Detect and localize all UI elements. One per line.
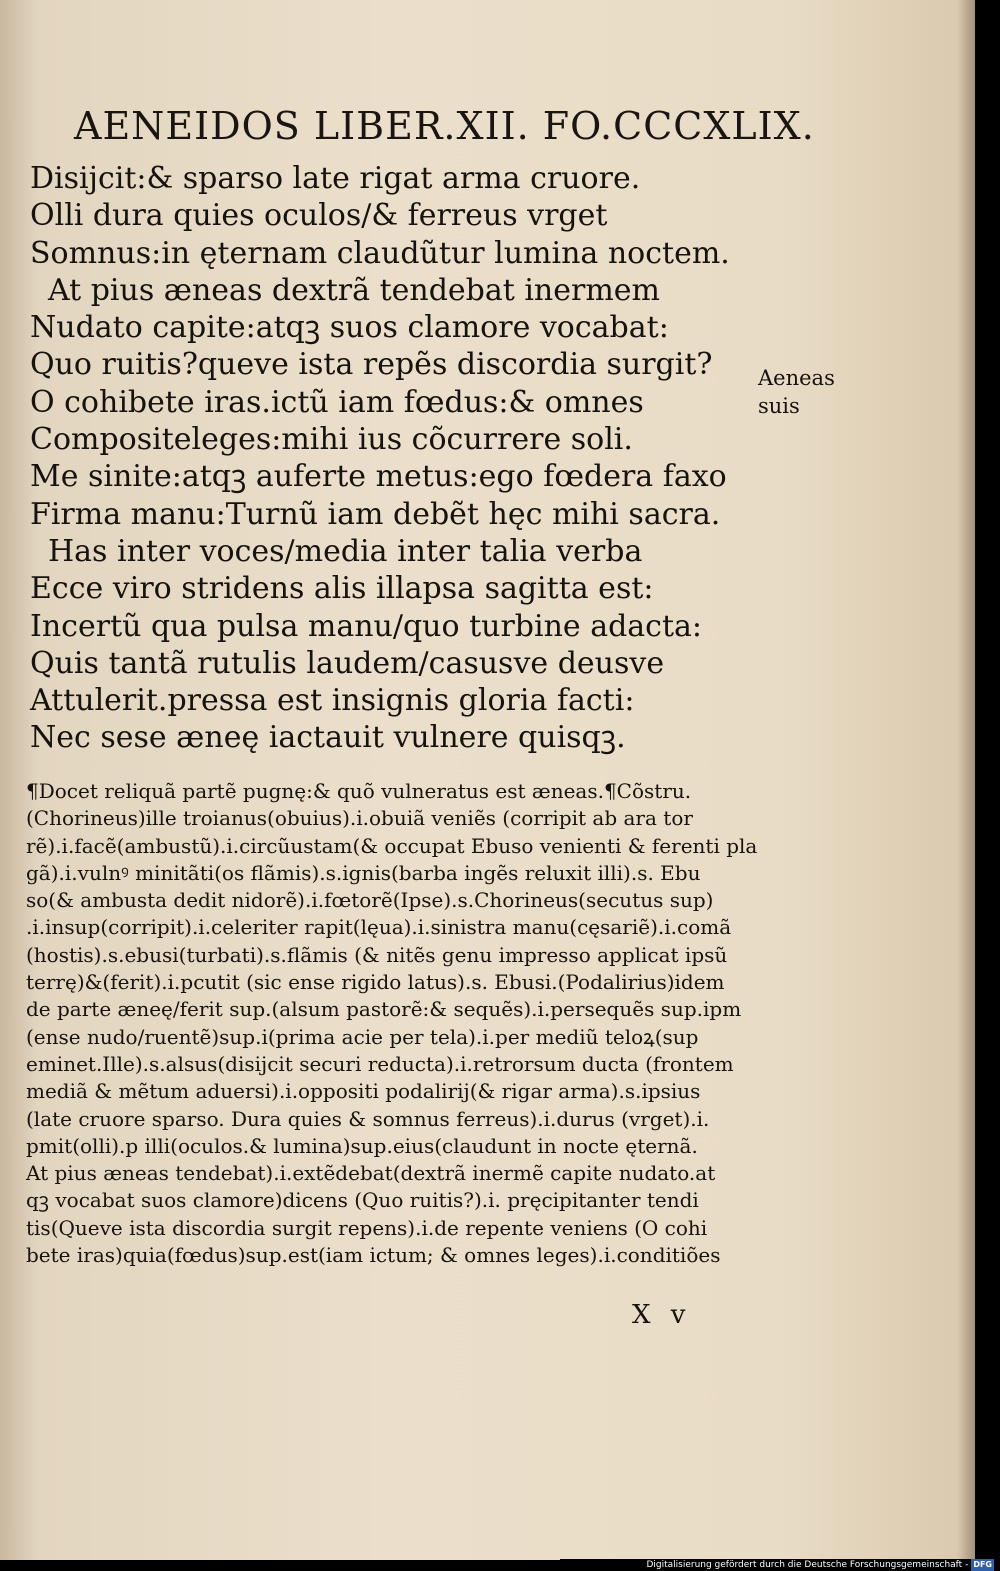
commentary-line: (ense nudo/ruentẽ)sup.i(prima acie per tela).i.per mediũ teloꝝ(sup <box>26 1024 699 1049</box>
margin-gloss-line: Aeneas <box>758 366 835 390</box>
commentary-line: (hostis).s.ebusi(turbati).s.flãmis (& nitẽs genu impresso applicat ipsũ <box>26 942 728 967</box>
commentary-line: rẽ).i.facẽ(ambustũ).i.circũustam(& occupat Ebuso venienti & ferenti pla <box>26 833 758 858</box>
commentary-line: so(& ambusta dedit nidorẽ).i.fœtorẽ(Ipse).s.Chorineus(secutus sup) <box>26 888 714 913</box>
commentary-line: ¶Docet reliquã partẽ pugnę:& quõ vulneratus est æneas.¶Cõstru. <box>26 779 692 803</box>
verse-line: Somnus:in ęternam claudũtur lumina noctem. <box>30 235 730 271</box>
dfg-logo-icon: DFG <box>973 1560 992 1569</box>
verse-line: Firma manu:Turnũ iam debẽt hęc mihi sacra. <box>30 496 721 532</box>
verse-line: O cohibete iras.ictũ iam fœdus:& omnes <box>30 384 644 420</box>
commentary-line: pmit(olli).p illi(oculos.& lumina)sup.eius(claudunt in nocte ęternã. <box>26 1133 698 1158</box>
commentary-line: qꝫ vocabat suos clamore)dicens (Quo ruitis?).i. pręcipitanter tendi <box>26 1188 699 1213</box>
verse-line: Compositeleges:mihi ius cõcurrere soli. <box>30 422 633 458</box>
commentary-line: tis(Queve ista discordia surgit repens).i.de repente veniens (O cohi <box>26 1215 708 1240</box>
commentary-line: (Chorineus)ille troianus(obuius).i.obuiã veniẽs (corripit ab ara tor <box>26 806 693 831</box>
verse-line: Me sinite:atqꝫ auferte metus:ego fœdera faxo <box>30 459 727 495</box>
signature-mark: X v <box>632 1300 692 1330</box>
commentary-line: gã).i.vulnꝰ minitãti(os flãmis).s.ignis(barba ingẽs reluxit illi).s. Ebu <box>26 860 701 885</box>
margin-gloss <box>758 364 835 420</box>
verse-line: Quo ruitis?queve ista repẽs discordia surgit? <box>30 347 713 383</box>
digitization-credit-bar <box>560 1559 1000 1571</box>
commentary-line: .i.insup(corripit).i.celeriter rapit(lęua).i.sinistra manu(cęsariẽ).i.comã <box>26 915 732 940</box>
commentary-line: At pius æneas tendebat).i.extẽdebat(dextrã inermẽ capite nudato.at <box>26 1161 716 1186</box>
verse-block <box>30 160 730 757</box>
running-header: AENEIDOS LIBER.XII. FO.CCCXLIX. <box>74 104 815 148</box>
commentary-block <box>26 778 758 1269</box>
margin-gloss-line: suis <box>758 394 800 418</box>
verse-line: Has inter voces/media inter talia verba <box>48 533 643 569</box>
commentary-line: bete iras)quia(fœdus)sup.est(iam ictum; & omnes leges).i.conditiões <box>26 1243 721 1268</box>
verse-line: Nudato capite:atqꝫ suos clamore vocabat: <box>30 310 669 346</box>
verse-line: Olli dura quies oculos/& ferreus vrget <box>30 198 608 234</box>
commentary-line: mediã & mẽtum aduersi).i.oppositi podalirij(& rigar arma).s.ipsius <box>26 1079 701 1104</box>
verse-line: Attulerit.pressa est insignis gloria facti: <box>30 683 635 719</box>
digitization-credit: Digitalisierung gefördert durch die Deutsche Forschungsgemeinschaft - <box>646 1560 969 1570</box>
commentary-line: de parte æneę/ferit sup.(alsum pastorẽ:& sequẽs).i.persequẽs sup.ipm <box>26 997 742 1022</box>
commentary-line: eminet.Ille).s.alsus(disijcit securi reducta).i.retrorsum ducta (frontem <box>26 1051 734 1076</box>
verse-line: At pius æneas dextrã tendebat inermem <box>48 272 660 308</box>
commentary-line: (late cruore sparso. Dura quies & somnus ferreus).i.durus (vrget).i. <box>26 1106 710 1131</box>
verse-line: Ecce viro stridens alis illapsa sagitta est: <box>30 571 654 607</box>
verse-line: Nec sese æneę iactauit vulnere quisqꝫ. <box>30 720 626 756</box>
commentary-line: terrę)&(ferit).i.pcutit (sic ense rigido latus).s. Ebusi.(Podalirius)idem <box>26 970 725 995</box>
verse-line: Disijcit:& sparso late rigat arma cruore. <box>30 161 641 196</box>
verse-line: Incertũ qua pulsa manu/quo turbine adacta: <box>30 608 703 644</box>
verse-line: Quis tantã rutulis laudem/casusve deusve <box>30 645 665 681</box>
